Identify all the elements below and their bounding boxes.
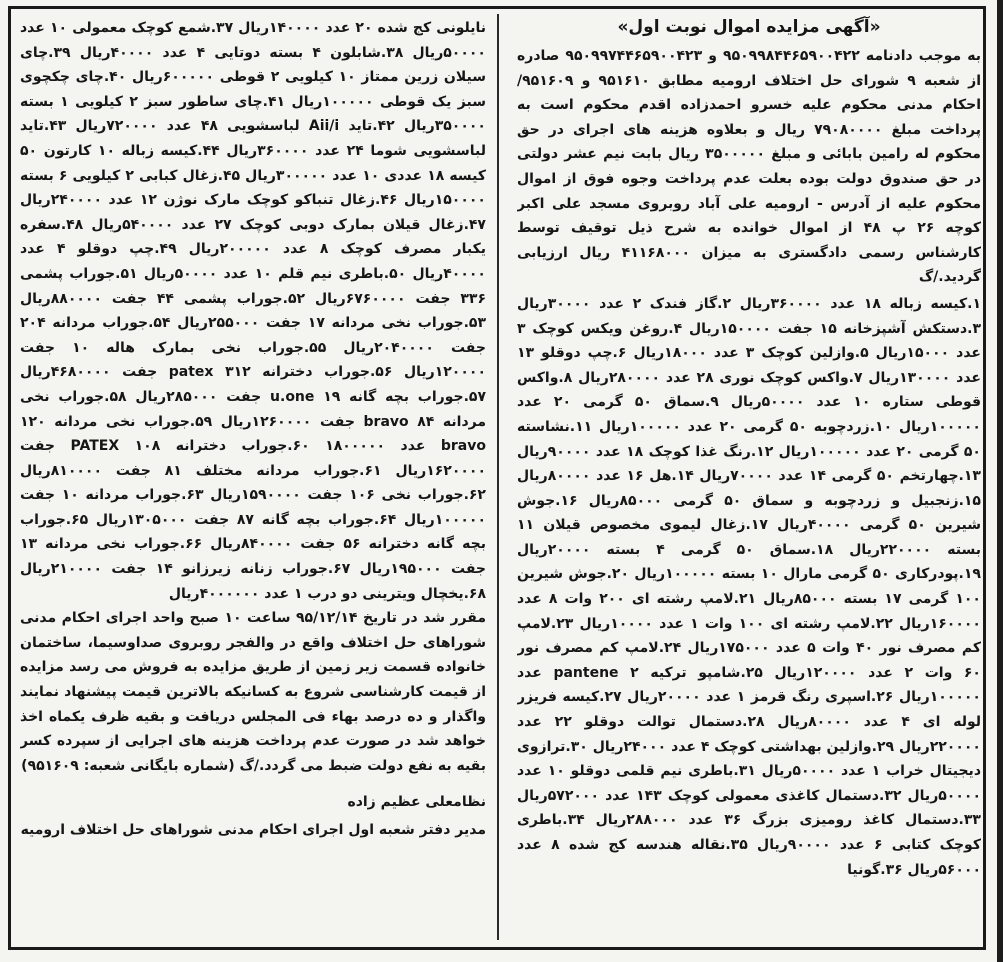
column-divider bbox=[497, 14, 499, 940]
signer-name: نظامعلی عظیم زاده bbox=[347, 794, 486, 811]
left-column bbox=[20, 16, 486, 944]
page-edge bbox=[997, 0, 1003, 962]
items-list-part2: نایلونی کج شده ۲۰ عدد ۱۴۰۰۰۰ریال ۳۷.شمع کوچک معمولی ۱۰ عدد ۵۰۰۰۰ریال ۳۸.شابلون ۴ بسته دوتایی ۴ عدد ۴۰۰۰۰ریال ۳۹.چای سیلان زرین ممتاز ۱۰ کیلویی ۲ قوطی ۶۰۰۰۰۰ریال ۴۰.چای چکچوی سبز یک قوطی ۱۰۰۰۰۰ریال ۴۱.چای ساطور سبز ۲ کیلویی ۱ بسته ۳۵۰۰۰۰ریال ۴۲.تاید Aii/i لباسشویی ۴۸ عدد ۷۲۰۰۰۰ریال ۴۳.تاید لباسشویی شوما ۲۴ عدد ۳۶۰۰۰۰ریال ۴۴.کیسه زباله ۱۰ کارتون ۵۰ کیسه ۱۸ عددی ۱۰ عدد ۳۰۰۰۰۰ریال ۴۵.زغال کبابی ۲ کیلویی ۶ بسته ۱۵۰۰۰۰ریال ۴۶.زغال تنباکو کوچک مارک نوژن ۱۲ عدد ۲۴۰۰۰۰ریال ۴۷.زغال قیلان بمارک دوبی کوچک ۲۷ عدد ۵۴۰۰۰۰ریال ۴۸.سفره یکبار مصرف کوچک ۸ عدد ۲۰۰۰۰۰ریال ۴۹.چپ دوقلو ۴ عدد ۴۰۰۰۰ریال ۵۰.باطری نیم قلم ۱۰ عدد ۵۰۰۰۰ریال ۵۱.جوراب پشمی ۳۳۶ جفت ۶۷۶۰۰۰۰ریال ۵۲.جوراب پشمی ۴۴ جفت ۸۸۰۰۰۰ریال ۵۳.جوراب نخی مردانه ۱۷ جفت ۲۵۵۰۰۰ریال ۵۴.جوراب مردانه ۲۰۴ جفت ۲۰۴۰۰۰۰ریال ۵۵.جوراب نخی بمارک هاله ۱۰ جفت ۱۲۰۰۰۰ریال ۵۶.جوراب دخترانه ۳۱۲ patex جفت ۴۶۸۰۰۰۰ریال ۵۷.جوراب بچه گانه ۱۹ u.one جفت ۲۸۵۰۰۰ریال ۵۸.جوراب نخی مردانه ۸۴ bravo جفت ۱۲۶۰۰۰۰ریال ۵۹.جوراب نخی مردانه ۱۲۰ bravo عدد ۱۸۰۰۰۰۰ ۶۰.جوراب دخترانه ۱۰۸ PATEX جفت ۱۶۲۰۰۰۰ریال ۶۱.جوراب مردانه مختلف ۸۱ جفت ۸۱۰۰۰۰ریال ۶۲.جوراب نخی ۱۰۶ جفت ۱۵۹۰۰۰۰ریال ۶۳.جوراب مردانه ۱۰ جفت ۱۰۰۰۰۰ریال ۶۴.جوراب بچه گانه ۸۷ جفت ۱۳۰۵۰۰۰ریال ۶۵.جوراب بچه گانه دخترانه ۵۶ جفت ۸۴۰۰۰۰ریال ۶۶.جوراب نخی مردانه ۱۳ جفت ۱۹۵۰۰۰ریال ۶۷.جوراب زنانه زیرزانو ۱۴ جفت ۲۱۰۰۰۰ریال ۶۸.یخچال ویترینی دو درب ۱ عدد ۴۰۰۰۰۰۰ریال bbox=[20, 20, 486, 602]
notice-title: «آگهی مزایده اموال نوبت اول» bbox=[617, 17, 881, 37]
right-column bbox=[517, 14, 981, 942]
signer-title: مدیر دفتر شعبه اول اجرای احکام مدنی شوراهای حل اختلاف ارومیه bbox=[20, 822, 486, 839]
signature-block bbox=[20, 788, 486, 844]
notice-intro: به موجب دادنامه ۹۵۰۹۹۸۴۴۶۵۹۰۰۴۲۲ و ۹۵۰۹۹۷۴۴۶۵۹۰۰۴۲۳ صادره از شعبه ۹ شورای حل اختلاف ارومیه مطابق ۹۵۱۶۱۰ و ۹۵۱۶۰۹/ احکام مدنی محکوم علیه خسرو احمدزاده اقدم محکوم است به پرداخت مبلغ ۷۹۰۸۰۰۰۰ ریال و بعلاوه هزینه های اجرای در حق محکوم له رامین بابائی و مبلغ ۳۵۰۰۰۰۰ ریال بابت نیم عشر دولتی در حق صندوق دولت بوده بعلت عدم پرداخت وجوه فوق از اموال محکوم علیه از آدرس - ارومیه علی آباد روبروی مسجد علی اکبر کوچه ۲۶ پ ۴۸ از اموال خوانده به شرح ذیل توقیف توسط کارشناس رسمی دادگستری به میزان ۴۱۱۶۸۰۰۰ ریال ارزیابی گردید./گ bbox=[517, 48, 981, 286]
auction-terms: مقرر شد در تاریخ ۹۵/۱۲/۱۴ ساعت ۱۰ صبح واحد اجرای احکام مدنی شوراهای حل اختلاف واقع در والفجر روبروی صداوسیما، ساختمان خانواده قسمت زیر زمین از طریق مزایده به فروش می رسد مزایده از قیمت کارشناسی شروع به کسانیکه بالاترین قیمت پیشنهاد نمایند واگذار و ده درصد بهاء فی المجلس دریافت و بقیه ظرف یکماه اخذ خواهد شد در صورت عدم پرداخت هزینه های اجرایی از سپرده کسر بقیه به نفع دولت ضبط می گردد./گ (شماره بایگانی شعبه: ۹۵۱۶۰۹) bbox=[20, 610, 486, 774]
items-list-part1: ۱.کیسه زباله ۱۸ عدد ۳۶۰۰۰۰ریال ۲.گاز فندک ۲ عدد ۳۰۰۰۰ریال ۳.دستکش آشپزخانه ۱۵ جفت ۱۵۰۰۰۰ریال ۴.روغن ویکس کوچک ۳ عدد ۱۵۰۰۰ریال ۵.وازلین کوچک ۳ عدد ۱۸۰۰۰ریال ۶.چپ دوقلو ۱۳ عدد ۱۳۰۰۰۰ریال ۷.واکس کوچک نوری ۲۸ عدد ۲۸۰۰۰۰ریال ۸.واکس قوطی ستاره ۱۰ عدد ۵۰۰۰۰ریال ۹.سماق ۵۰ گرمی ۲۰ عدد ۱۰۰۰۰۰ریال ۱۰.زردچوبه ۵۰ گرمی ۲۰ عدد ۱۰۰۰۰۰ریال ۱۱.نشاسته ۵۰ گرمی ۲۰ عدد ۱۰۰۰۰۰ریال ۱۲.رنگ غذا کوچک ۱۸ عدد ۹۰۰۰۰ریال ۱۳.چهارتخم ۵۰ گرمی ۱۴ عدد ۷۰۰۰۰ریال ۱۴.هل ۱۶ عدد ۸۰۰۰۰ریال ۱۵.زنجبیل و زردچوبه و سماق ۵۰ گرمی ۸۵۰۰۰ریال ۱۶.جوش شیرین ۵۰ گرمی ۴۰۰۰۰ریال ۱۷.زغال لیموی مخصوص قیلان ۱۱ بسته ۲۲۰۰۰۰ریال ۱۸.سماق ۵۰ گرمی ۴ بسته ۲۰۰۰۰ریال ۱۹.پودرکاری ۵۰ گرمی مارال ۱۰ بسته ۱۰۰۰۰۰ریال ۲۰.جوش شیرین ۱۰۰ گرمی ۱۷ بسته ۸۵۰۰۰ریال ۲۱.لامپ رشته ای ۲۰۰ وات ۸ عدد ۱۶۰۰۰۰ریال ۲۲.لامپ رشته ای ۱۰۰ وات ۱ عدد ۱۰۰۰۰ریال ۲۳.لامپ کم مصرف نور ۴۰ وات ۵ عدد ۱۷۵۰۰۰ریال ۲۴.لامپ کم مصرف نور ۶۰ وات ۲ عدد ۱۲۰۰۰۰ریال ۲۵.شامپو ترکیه ۲ pantene عدد ۱۰۰۰۰۰ریال ۲۶.اسپری رنگ قرمز ۱ عدد ۲۰۰۰۰ریال ۲۷.کیسه فریزر لوله ای ۴ عدد ۸۰۰۰۰ریال ۲۸.دستمال توالت دوقلو ۲۲ عدد ۲۲۰۰۰۰ریال ۲۹.وازلین بهداشتی کوچک ۴ عدد ۲۴۰۰۰ریال ۳۰.ترازوی دیجیتال خراب ۱ عدد ۵۰۰۰۰ریال ۳۱.باطری نیم قلمی دوقلو ۱۰ عدد ۵۰۰۰۰ریال ۳۲.دستمال کاغذی معمولی کوچک ۱۴۳ عدد ۵۷۲۰۰۰ریال ۳۳.دستمال کاغذ رومیزی بزرگ ۳۶ عدد ۲۸۸۰۰۰ریال ۳۴.باطری کوچک کتابی ۶ عدد ۹۰۰۰۰ریال ۳۵.نقاله هندسه کج شده ۸ عدد ۵۶۰۰۰ریال ۳۶.گونیا bbox=[517, 295, 981, 878]
